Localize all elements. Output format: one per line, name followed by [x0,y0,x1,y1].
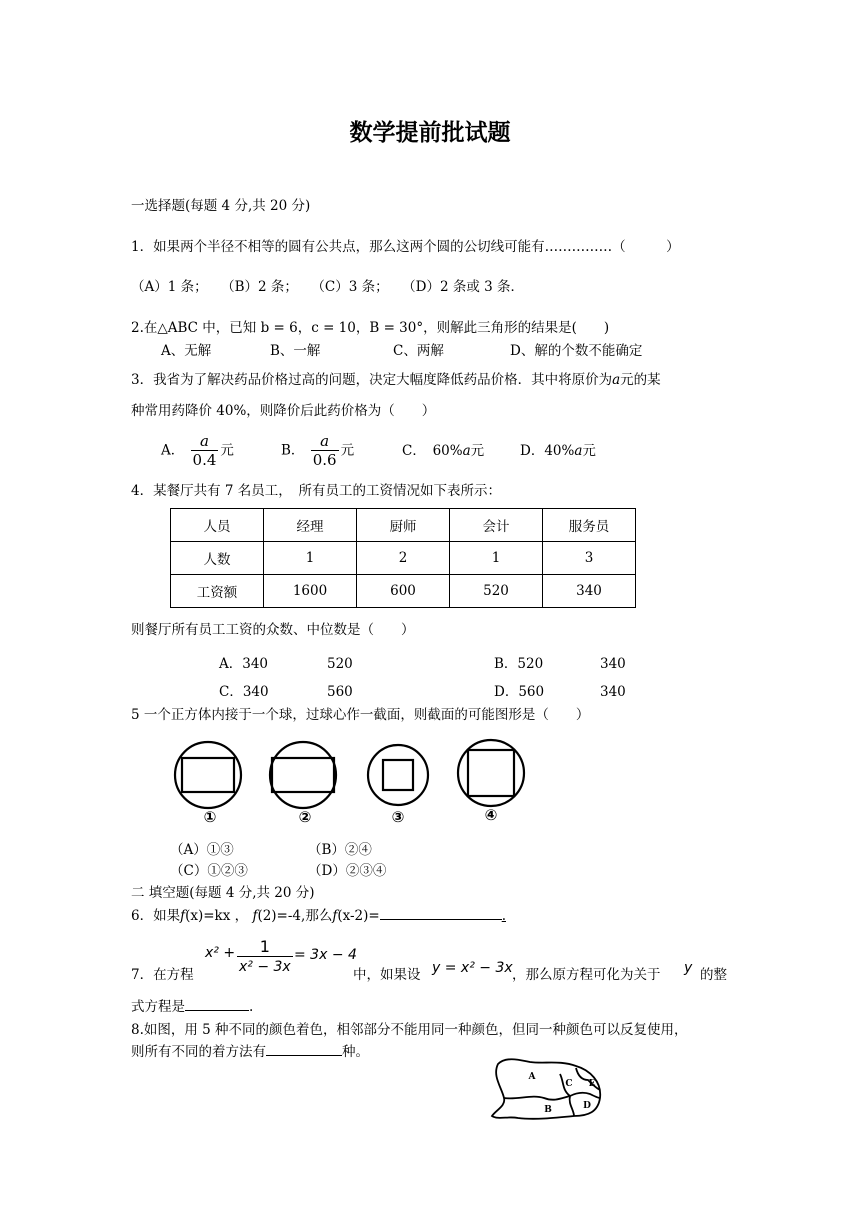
q3-line2: 种常用药降价 40%，则降价后此药价格为（ ） [131,403,436,419]
region-label-c: C [565,1079,573,1089]
figure-2-circle [270,742,336,808]
table-cell: 人数 [171,542,264,575]
q8-line2-text: 则所有不同的着方法有 [131,1044,266,1060]
table-header-cell: 厨师 [357,509,450,542]
q6-part3: (x-2)= [337,908,380,924]
q2-option-d: D、解的个数不能确定 [510,343,643,359]
q6-f: f [252,908,258,924]
q4-option-d-label: D．560 [494,684,545,700]
q4-option-d-value: 340 [600,684,626,700]
q8-answer-blank[interactable] [266,1055,342,1056]
q7-mid: 中，如果设 [353,967,421,983]
q2-option-b: B、一解 [270,343,321,359]
figure-1-circle [175,742,241,808]
q1-stem: 1．如果两个半径不相等的圆有公共点，那么这两个圆的公切线可能有……………（ ） [131,239,680,255]
table-cell: 1 [264,542,357,575]
q5-cross-section-figures [170,738,540,828]
q4-option-c-label: C．340 [219,684,269,700]
q3-option-b-fraction [311,433,339,469]
q8-line2-end: 种。 [342,1044,369,1060]
figure-label: ① [203,808,217,826]
q3-option-c-var: a [462,443,471,459]
figure-label: ④ [484,806,498,824]
q1-options: （A）1 条； （B）2 条； （C）3 条； （D）2 条或 3 条． [131,279,525,295]
q3-option-c [402,442,484,460]
q7-answer-blank[interactable] [185,1010,249,1011]
table-cell: 3 [543,542,636,575]
q7-equation-fraction [237,938,293,977]
q3-line1-end: 元的某 [620,372,661,388]
figure-4-square [468,750,514,796]
q4-option-c-value: 560 [327,684,353,700]
table-cell: 600 [357,575,450,608]
q3-option-d-var: a [574,443,583,459]
q3-var-a: a [612,372,621,388]
q3-option-c-text: C． 60% [402,443,463,459]
q2-option-a: A、无解 [161,343,212,359]
q5-option-a: （A）①③ [170,842,234,858]
q3-line1 [131,371,661,389]
map-divider-d [570,1093,600,1098]
q3-option-c-unit: 元 [470,443,485,459]
q8-line1: 8.如图，用 5 种不同的颜色着色，相邻部分不能用同一种颜色，但同一种颜色可以反复使用， [131,1022,688,1038]
q3-option-a-label: A． [161,442,185,459]
q4-option-a-label: A．340 [219,656,269,672]
figure-label: ③ [391,808,405,826]
figure-label: ② [298,808,312,826]
q3-option-b-label: B． [281,442,305,459]
q2-option-c: C、两解 [393,343,444,359]
q3-option-b [281,433,354,469]
region-label-d: D [583,1101,591,1111]
region-label-b: B [544,1105,552,1115]
region-label-a: A [528,1072,536,1082]
table-cell: 2 [357,542,450,575]
page-title: 数学提前批试题 [349,120,511,146]
q7-equation-denominator: x² − 3x [237,956,293,977]
table-cell: 520 [450,575,543,608]
q6-part2: (2)=-4,那么 [257,908,333,924]
q6-part1: (x)=kx ， [185,908,249,924]
table-cell: 340 [543,575,636,608]
q7-end1: 的整 [700,967,727,983]
q3-option-d [520,442,596,460]
q7-substitution: y = x² − 3x [432,960,513,976]
q5-option-c: （C）①②③ [170,863,248,879]
q5-option-d: （D）②③④ [308,863,387,879]
table-header-cell: 经理 [264,509,357,542]
table-header-cell: 人员 [171,509,264,542]
figure-2-rect [272,758,334,792]
table-header-cell: 会计 [450,509,543,542]
q8-line2 [131,1043,369,1061]
q6-f: f [180,908,186,924]
q7-equation-lhs: x² + [205,945,236,961]
q3-line1-text: 3．我省为了解决药品价格过高的问题，决定大幅度降低药品价格．其中将原价为 [131,372,613,388]
q3-option-a-denominator: 0.4 [192,451,217,469]
q6-line [131,907,506,925]
table-header-row [171,509,636,542]
table-cell: 工资额 [171,575,264,608]
section-heading-choice: 一选择题(每题 4 分,共 20 分) [131,198,311,214]
q3-option-b-denominator: 0.6 [312,451,337,469]
q4-option-b-value: 340 [600,656,626,672]
q3-option-a-fraction [191,433,219,469]
q5-stem: 5 一个正方体内接于一个球，过球心作一截面，则截面的可能图形是（ ） [131,707,590,723]
q6-prefix: 6．如果 [131,908,181,924]
q4-question: 则餐厅所有员工工资的众数、中位数是（ ） [131,622,415,638]
q7-equation-numerator: 1 [259,937,270,956]
figure-3-circle [368,745,428,805]
section-heading-fill-in: 二 填空题(每题 4 分,共 20 分) [131,885,315,901]
q7-line2 [131,998,253,1016]
q7-line2-text: 式方程是 [131,999,185,1015]
q6-f: f [332,908,338,924]
table-cell: 1600 [264,575,357,608]
q6-answer-blank[interactable] [380,919,502,920]
q7-var-y: y [684,960,693,976]
q4-option-a-value: 520 [327,656,353,672]
figure-1-rect [182,758,234,792]
q3-option-a-unit: 元 [220,442,234,459]
map-divider-ab [504,1096,570,1100]
q3-option-a-numerator: a [200,432,209,450]
q3-option-a [161,433,234,469]
wage-table [170,508,636,608]
table-cell: 1 [450,542,543,575]
table-row [171,542,636,575]
q5-option-b: （B）②④ [308,842,372,858]
q7-equation-rhs: = 3x − 4 [294,947,357,963]
q7-prefix: 7．在方程 [131,967,194,983]
table-header-cell: 服务员 [543,509,636,542]
q4-stem: 4．某餐厅共有 7 名员工， 所有员工的工资情况如下表所示： [131,483,502,499]
q6-end: . [501,908,506,924]
figure-3-square [383,760,413,790]
q3-option-b-numerator: a [320,432,330,450]
region-label-e: E [588,1079,596,1089]
q3-option-d-text: D．40% [520,443,575,459]
q3-option-b-unit: 元 [340,442,355,459]
q7-mid2: ，那么原方程可化为关于 [512,967,661,983]
q7-line2-end: . [249,999,254,1015]
q2-stem: 2.在△ABC 中，已知 b = 6，c = 10，B = 30°，则解此三角形的结果是( ) [131,320,610,336]
q4-option-b-label: B．520 [494,656,544,672]
q3-option-d-unit: 元 [582,443,596,459]
table-row [171,575,636,608]
q8-map-figure [484,1052,614,1126]
